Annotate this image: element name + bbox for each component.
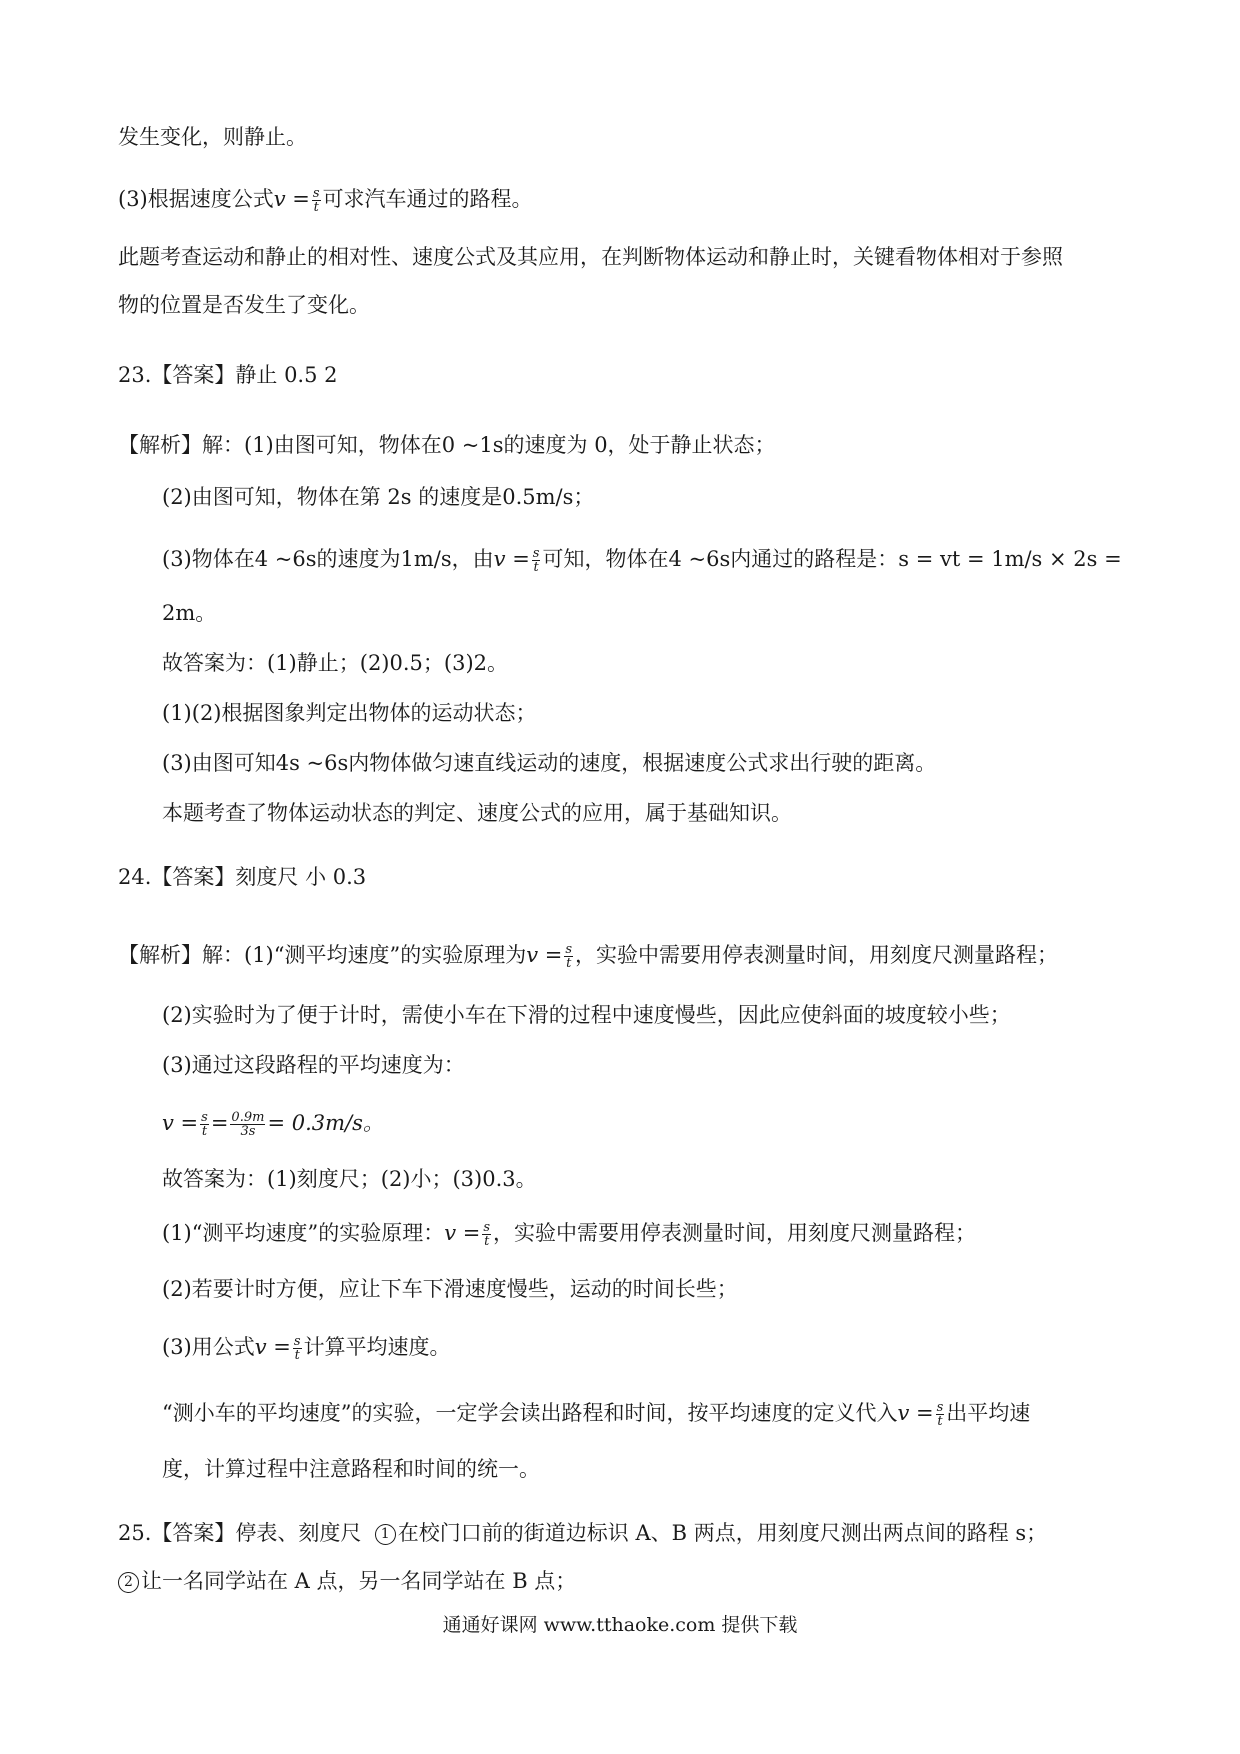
fraction: $\frac{s}{t}$ <box>201 1110 208 1139</box>
fraction: $\frac{0.9m}{3s}$ <box>231 1110 265 1139</box>
fraction: $\frac{s}{t}$ <box>483 1220 491 1249</box>
text-line: 度，计算过程中注意路程和时间的统一。 <box>162 1457 540 1481</box>
text-line: (1)(2)根据图象判定出物体的运动状态； <box>162 701 537 725</box>
text-line: 本题考查了物体运动状态的判定、速度公式的应用，属于基础知识。 <box>162 801 792 825</box>
fraction: $\frac{s}{t}$ <box>936 1400 944 1429</box>
text-line: (3)根据速度公式v = $\frac{s}{t}$ 可求汽车通过的路程。 <box>118 186 533 215</box>
text-line: 发生变化，则静止。 <box>118 125 307 149</box>
text-line: 2m。 <box>162 601 217 625</box>
text-line: 【解析】解：(1)由图可知，物体在0 ~1s的速度为 0，处于静止状态； <box>118 433 776 457</box>
fraction: $\frac{s}{t}$ <box>293 1334 301 1363</box>
text-line: 2 让一名同学站在 A 点，另一名同学站在 B 点； <box>118 1566 576 1596</box>
answer-heading: 24.【答案】刻度尺 小 0.3 <box>118 865 367 889</box>
text-line: 故答案为：(1)刻度尺；(2)小；(3)0.3。 <box>162 1167 537 1191</box>
page-footer: 通通好课网 www.tthaoke.com 提供下载 <box>442 1614 798 1636</box>
text-line: (3)用公式v = $\frac{s}{t}$ 计算平均速度。 <box>162 1334 451 1363</box>
fraction: $\frac{s}{t}$ <box>312 186 320 215</box>
answer-heading: 23.【答案】静止 0.5 2 <box>118 363 338 387</box>
text-line: (3)通过这段路程的平均速度为： <box>162 1053 465 1077</box>
text-line: 物的位置是否发生了变化。 <box>118 293 370 317</box>
circled-number: 2 <box>118 1572 139 1593</box>
text-line: 此题考查运动和静止的相对性、速度公式及其应用，在判断物体运动和静止时，关键看物体相对于参照 <box>118 245 1063 269</box>
text-line: “测小车的平均速度”的实验，一定学会读出路程和时间，按平均速度的定义代入v = $\frac{s}{t}$ 出平均速 <box>162 1400 1031 1429</box>
text-line: 故答案为：(1)静止；(2)0.5；(3)2。 <box>162 651 508 675</box>
text-line: 【解析】解：(1)“测平均速度”的实验原理为v = $\frac{s}{t}$ ，实验中需要用停表测量时间，用刻度尺测量路程； <box>118 942 1059 971</box>
fraction: $\frac{s}{t}$ <box>532 546 540 575</box>
text-line: (2)若要计时方便，应让下车下滑速度慢些，运动的时间长些； <box>162 1277 738 1301</box>
text-line: (3)由图可知4s ~6s内物体做匀速直线运动的速度，根据速度公式求出行驶的距离。 <box>162 751 937 775</box>
fraction: $\frac{s}{t}$ <box>565 942 573 971</box>
text-line: (3)物体在4 ~6s的速度为1m/s，由v = $\frac{s}{t}$ 可知，物体在4 ~6s内通过的路程是：s = vt = 1m/s × 2s = <box>162 546 1122 575</box>
text-line: (2)实验时为了便于计时，需使小车在下滑的过程中速度慢些，因此应使斜面的坡度较小些； <box>162 1003 1011 1027</box>
answer-heading: 25.【答案】停表、刻度尺 1 在校门口前的街道边标识 A、B 两点，用刻度尺测出两点间的路程 s； <box>118 1521 1048 1545</box>
circled-number: 1 <box>375 1524 396 1545</box>
text-line: v = $\frac{s}{t}$ = $\frac{0.9m}{3s}$ = 0.3m/s。 <box>162 1110 384 1139</box>
text-line: (2)由图可知，物体在第 2s 的速度是0.5m/s； <box>162 485 595 509</box>
text-line: (1)“测平均速度”的实验原理：v = $\frac{s}{t}$ ，实验中需要用停表测量时间，用刻度尺测量路程； <box>162 1220 977 1249</box>
